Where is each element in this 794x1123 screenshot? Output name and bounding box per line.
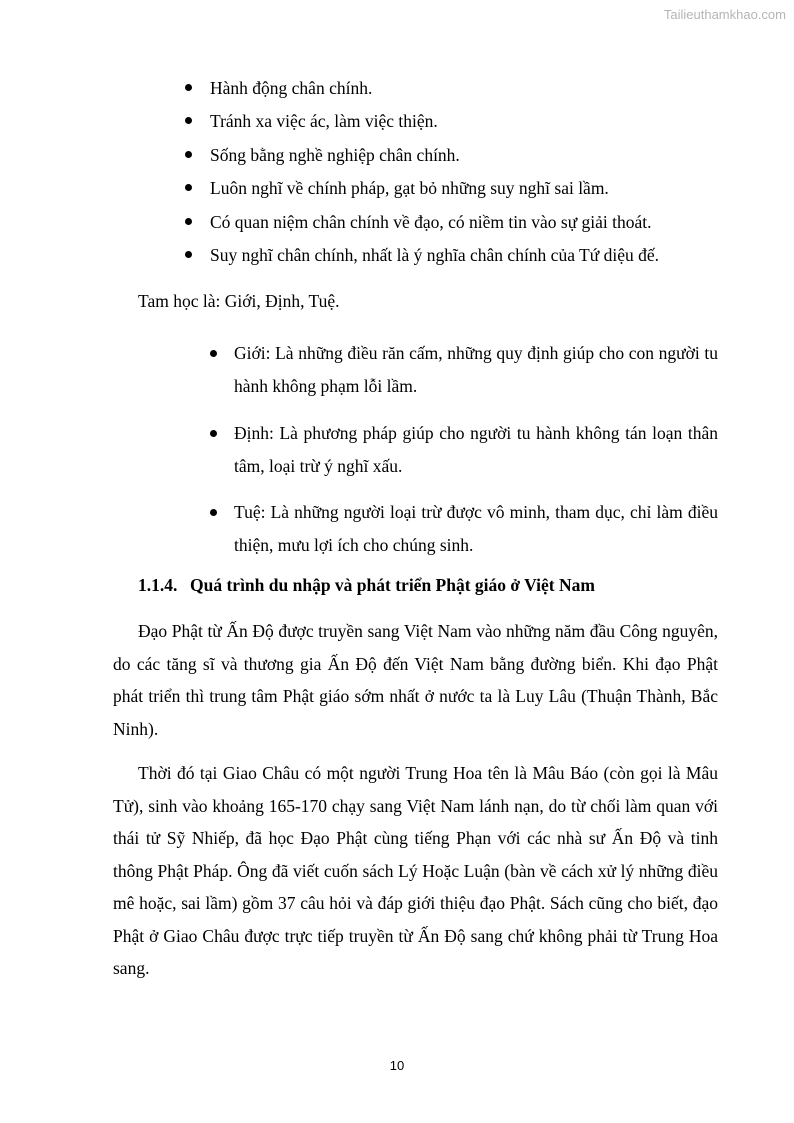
- bullet-icon: [185, 117, 192, 124]
- list-item-text: Giới: Là những điều răn cấm, những quy định giúp cho con người tu hành không phạm lỗi lầm.: [234, 343, 718, 396]
- section-heading: [138, 571, 595, 599]
- bullet-icon: [185, 184, 192, 191]
- list-item-text: Suy nghĩ chân chính, nhất là ý nghĩa chân chính của Tứ diệu đế.: [210, 244, 659, 265]
- list-item: [210, 337, 718, 403]
- list-item-text: Sống bằng nghề nghiệp chân chính.: [210, 144, 460, 165]
- bullet-icon: [210, 430, 217, 437]
- tam-hoc-list: [210, 337, 718, 576]
- bullet-icon: [210, 350, 217, 357]
- bullet-icon: [185, 251, 192, 258]
- watermark: Tailieuthamkhao.com: [663, 7, 786, 22]
- page-number: 10: [389, 1058, 405, 1073]
- list-item: [185, 210, 745, 243]
- list-item: [185, 176, 745, 209]
- list-item: [185, 109, 745, 142]
- list-item-text: Luôn nghĩ về chính pháp, gạt bỏ những suy nghĩ sai lầm.: [210, 178, 609, 199]
- tam-hoc-intro: Tam học là: Giới, Định, Tuệ.: [138, 291, 340, 311]
- list-item-text: Có quan niệm chân chính về đạo, có niềm tin vào sự giải thoát.: [210, 211, 652, 232]
- bullet-icon: [210, 509, 217, 516]
- bullet-icon: [185, 218, 192, 225]
- list-item: [210, 417, 718, 483]
- eightfold-path-list: [185, 76, 745, 276]
- body-paragraph: Đạo Phật từ Ấn Độ được truyền sang Việt Nam vào những năm đầu Công nguyên, do các tăng sĩ và thương gia Ấn Độ đến Việt Nam bằng đường biển. Khi đạo Phật phát triển thì trung tâm Phật giáo sớm nhất ở nước ta là Luy Lâu (Thuận Thành, Bắc Ninh).: [113, 621, 718, 739]
- list-item: [210, 496, 718, 562]
- list-item: [185, 76, 745, 109]
- bullet-icon: [185, 84, 192, 91]
- section-number: 1.1.4.: [138, 575, 178, 595]
- list-item-text: Hành động chân chính.: [210, 78, 373, 98]
- list-item-text: Định: Là phương pháp giúp cho người tu hành không tán loạn thân tâm, loại trừ ý nghĩ xấu.: [234, 422, 718, 476]
- list-item: [185, 243, 745, 276]
- bullet-icon: [185, 151, 192, 158]
- list-item: [185, 143, 745, 176]
- list-item-text: Tránh xa việc ác, làm việc thiện.: [210, 111, 438, 132]
- body-paragraph: Thời đó tại Giao Châu có một người Trung Hoa tên là Mâu Báo (còn gọi là Mâu Tử), sinh vào khoảng 165-170 chạy sang Việt Nam lánh nạn, do từ chối làm quan với thái tử Sỹ Nhiếp, đã học Đạo Phật cùng tiếng Phạn với các nhà sư Ấn Độ và tinh thông Phật Pháp. Ông đã viết cuốn sách Lý Hoặc Luận (bàn về cách xử lý những điều mê hoặc, sai lầm) gồm 37 câu hỏi và đáp giới thiệu đạo Phật. Sách cũng cho biết, đạo Phật ở Giao Châu được trực tiếp truyền từ Ấn Độ sang chứ không phải từ Trung Hoa sang.: [113, 763, 718, 978]
- section-title: Quá trình du nhập và phát triển Phật giáo ở Việt Nam: [190, 575, 595, 595]
- list-item-text: Tuệ: Là những người loại trừ được vô minh, tham dục, chỉ làm điều thiện, mưu lợi ích cho chúng sinh.: [234, 502, 718, 555]
